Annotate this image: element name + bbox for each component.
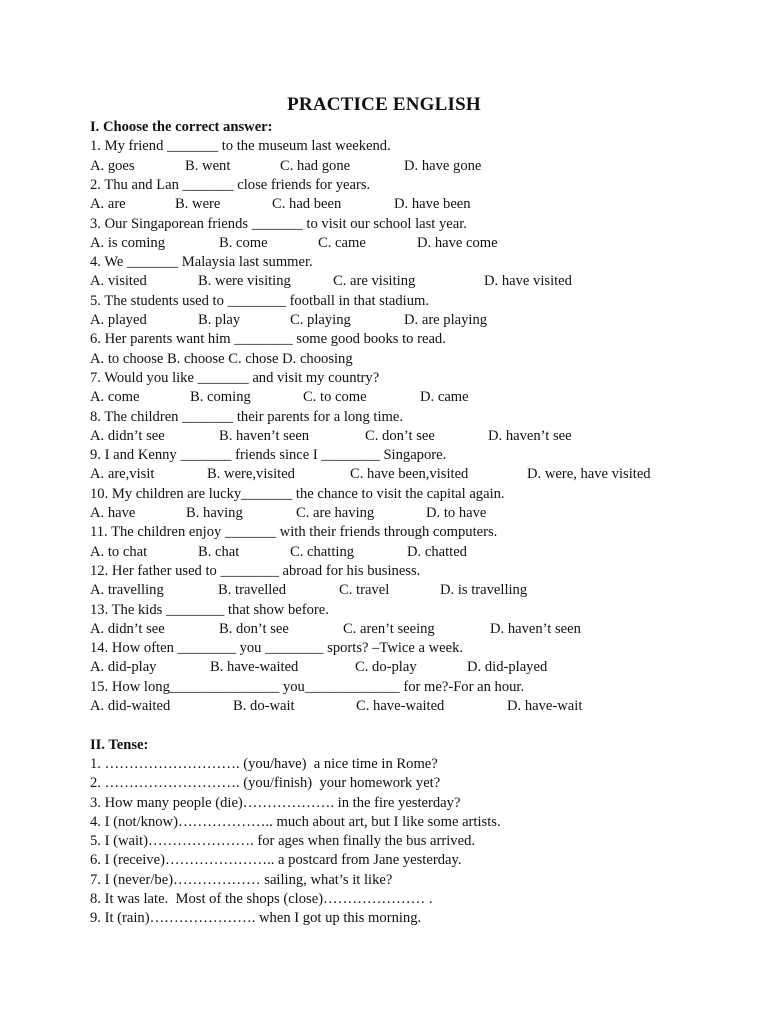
answer-option: C. have-waited xyxy=(356,698,445,714)
answer-option: B. chat xyxy=(198,543,240,560)
answer-option: C. aren’t seeing xyxy=(343,620,435,637)
answer-option: C. chatting xyxy=(290,543,355,560)
answer-option: B. travelled xyxy=(218,582,287,599)
tense-item: 9. It (rain)…………………. when I got up this morning. xyxy=(90,910,422,927)
answer-option: A. are xyxy=(90,196,126,213)
answer-option: A. didn’t see xyxy=(90,620,165,637)
answer-option: D. did-played xyxy=(467,659,548,676)
question-text: 1. My friend _______ to the museum last weekend. xyxy=(90,138,391,155)
answer-option: A. are,visit xyxy=(90,466,155,483)
answer-option: C. playing xyxy=(290,312,351,328)
answer-option: C. are visiting xyxy=(333,273,416,290)
question-text: 10. My children are lucky_______ the chance to visit the capital again. xyxy=(90,485,505,502)
page-title: PRACTICE ENGLISH xyxy=(287,94,481,115)
question-text: 8. The children _______ their parents for a long time. xyxy=(90,408,404,425)
question-text: 3. Our Singaporean friends _______ to visit our school last year. xyxy=(90,215,467,232)
answer-option: A. have xyxy=(90,505,136,521)
answer-option: C. travel xyxy=(339,582,390,599)
answer-option: B. were xyxy=(175,196,221,213)
tense-item: 5. I (wait)…………………. for ages when finally the bus arrived. xyxy=(90,833,476,850)
answer-option: D. have come xyxy=(417,234,498,251)
answer-option: C. to come xyxy=(303,389,367,406)
answer-option: A. did-play xyxy=(90,659,157,676)
tense-item: 3. How many people (die)………………. in the fire yesterday? xyxy=(90,794,461,811)
answer-option: D. haven’t seen xyxy=(490,620,581,637)
question-text: 7. Would you like _______ and visit my country? xyxy=(90,369,380,386)
answer-option: D. have-wait xyxy=(507,698,583,714)
question-text: 5. The students used to ________ football in that stadium. xyxy=(90,292,430,309)
answer-option: A. goes xyxy=(90,157,135,174)
answer-option: B. haven’t seen xyxy=(219,427,310,444)
tense-item: 2. ………………………. (you/finish) your homework yet? xyxy=(90,775,441,792)
answer-option: A. did-waited xyxy=(90,698,171,714)
answer-option: B. do-wait xyxy=(233,698,295,714)
answer-option: D. have gone xyxy=(404,157,482,174)
answer-option: B. having xyxy=(186,505,243,521)
answer-option: A. played xyxy=(90,312,147,328)
question-text: 12. Her father used to ________ abroad for his business. xyxy=(90,562,421,579)
answer-option: A. travelling xyxy=(90,582,164,599)
section-heading: II. Tense: xyxy=(90,736,149,753)
answer-options: A. to choose B. choose C. chose D. choosing xyxy=(90,350,353,367)
answer-option: A. is coming xyxy=(90,234,165,251)
answer-option: D. have been xyxy=(394,196,471,213)
answer-option: C. don’t see xyxy=(365,427,435,444)
answer-option: D. have visited xyxy=(484,273,572,290)
answer-option: C. had gone xyxy=(280,157,351,174)
question-text: 4. We _______ Malaysia last summer. xyxy=(90,254,313,271)
answer-option: B. went xyxy=(185,157,231,174)
tense-item: 4. I (not/know)……………….. much about art, but I like some artists. xyxy=(90,813,501,830)
answer-option: B. come xyxy=(219,234,268,251)
tense-item: 8. It was late. Most of the shops (close)………………… . xyxy=(90,891,433,907)
question-text: 9. I and Kenny _______ friends since I ________ Singapore. xyxy=(90,447,447,464)
answer-option: B. don’t see xyxy=(219,620,289,637)
answer-option: C. are having xyxy=(296,505,375,521)
answer-option: C. have been,visited xyxy=(350,466,469,483)
question-text: 15. How long_______________ you_____________ for me?-For an hour. xyxy=(90,678,525,695)
section-heading: I. Choose the correct answer: xyxy=(90,119,273,135)
question-text: 2. Thu and Lan _______ close friends for years. xyxy=(90,176,371,193)
answer-option: D. to have xyxy=(426,505,487,521)
question-text: 6. Her parents want him ________ some good books to read. xyxy=(90,331,446,348)
answer-option: D. chatted xyxy=(407,543,467,560)
answer-option: D. are playing xyxy=(404,312,488,328)
answer-option: C. had been xyxy=(272,196,342,213)
answer-option: A. to chat xyxy=(90,543,148,560)
question-text: 14. How often ________ you ________ sports? –Twice a week. xyxy=(90,640,464,657)
question-text: 13. The kids ________ that show before. xyxy=(90,601,329,618)
answer-option: D. were, have visited xyxy=(527,466,651,483)
answer-option: B. coming xyxy=(190,389,251,406)
answer-option: B. were,visited xyxy=(207,466,295,483)
tense-item: 6. I (receive)………………….. a postcard from Jane yesterday. xyxy=(90,852,462,869)
answer-option: A. come xyxy=(90,389,140,406)
answer-option: D. haven’t see xyxy=(488,427,572,444)
answer-option: D. came xyxy=(420,389,469,406)
question-text: 11. The children enjoy _______ with their friends through computers. xyxy=(90,524,498,541)
answer-option: B. play xyxy=(198,312,241,328)
answer-option: A. visited xyxy=(90,273,147,290)
answer-option: B. were visiting xyxy=(198,273,291,290)
tense-item: 1. ………………………. (you/have) a nice time in Rome? xyxy=(90,755,438,772)
tense-item: 7. I (never/be)……………… sailing, what’s it like? xyxy=(90,871,393,888)
answer-option: C. do-play xyxy=(355,659,417,676)
answer-option: D. is travelling xyxy=(440,582,528,599)
answer-option: B. have-waited xyxy=(210,659,299,676)
answer-option: C. came xyxy=(318,234,366,251)
answer-option: A. didn’t see xyxy=(90,427,165,444)
